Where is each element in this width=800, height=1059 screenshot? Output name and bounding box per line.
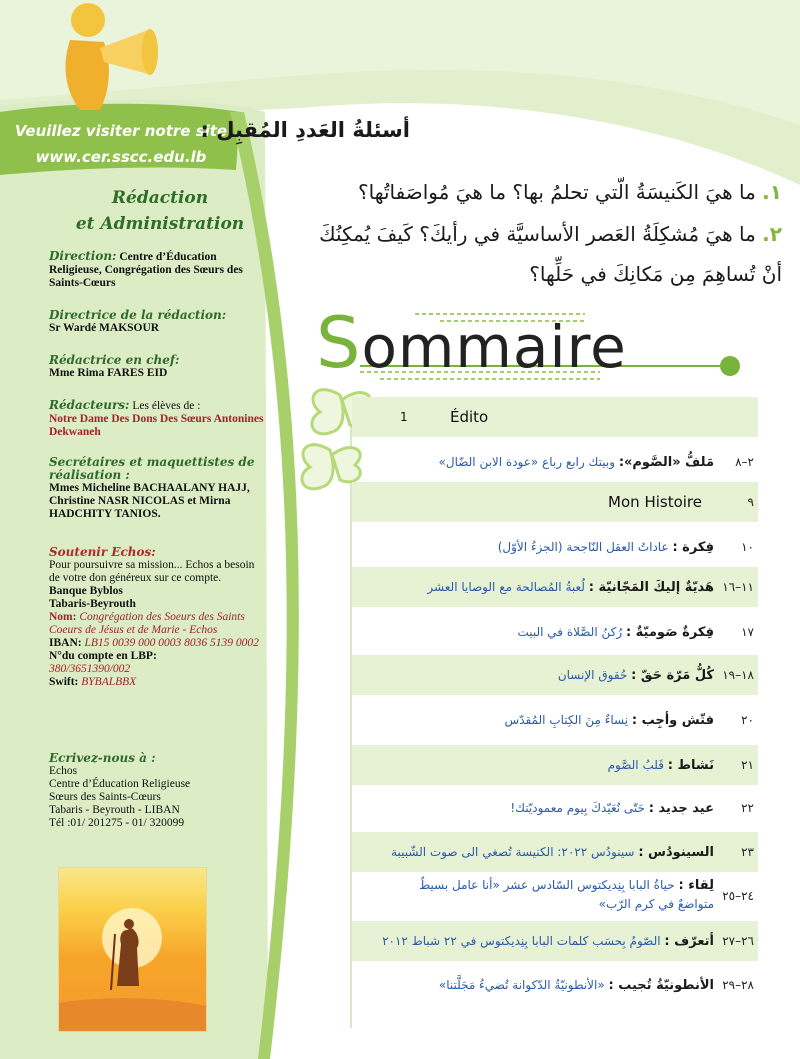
toc-text: حُقوق الإنسان [557, 668, 628, 682]
toc-key: عيد جديد : [648, 801, 714, 816]
question-1-number: ١. [762, 180, 782, 204]
redacteurs-block [49, 399, 264, 439]
swift-value: BYBALBBX [81, 676, 137, 688]
question-2-number: ٢. [762, 222, 782, 246]
secretaires-value: Mmes Micheline BACHAALANY HAJJ, Christine NASR NICOLAS et Mirna HADCHITY TANIOS. [49, 482, 250, 520]
soutenir-text: Pour poursuivre sa mission... Echos a besoin de votre don généreux sur ce compte. [49, 559, 255, 584]
address-line: Tabaris - Beyrouth - LIBAN [49, 804, 180, 816]
toc-row[interactable] [352, 965, 758, 1005]
toc-page-number: ٢٤–٢٥ [722, 889, 754, 903]
toc-entry [608, 745, 714, 785]
toc-key: أتعرّف : [664, 934, 714, 949]
toc-entry [558, 655, 714, 695]
toc-page-number: ٢٦–٢٧ [722, 934, 754, 948]
pilgrim-silhouette-icon [59, 868, 206, 1031]
address-line: Echos [49, 765, 78, 777]
toc-row[interactable] [352, 527, 758, 567]
toc-text: لُعبةُ المُصالحة مع الوصايا العشر [427, 580, 585, 594]
toc-key: فِكرة : [672, 540, 714, 555]
toc-page-number: 1 [400, 410, 408, 424]
toc-page-number: ٢٢ [741, 801, 754, 815]
toc-key: نَشاط : [667, 758, 714, 773]
sommaire-first-letter: S [316, 302, 362, 384]
toc-key: لِقاء : [678, 878, 714, 893]
redacteurs-intro: Les élèves de : [132, 400, 201, 412]
toc-row[interactable] [352, 921, 758, 961]
directrice-block [49, 309, 264, 335]
redaction-line2: et Administration [75, 214, 245, 234]
toc-row[interactable] [352, 788, 758, 828]
direction-block [49, 250, 264, 290]
toc-row[interactable] [352, 876, 758, 918]
toc-text: قَلبُ الصَّوم [607, 758, 664, 772]
toc-page-number: ١١–١٦ [722, 580, 754, 594]
toc-entry [382, 921, 714, 961]
toc-row[interactable] [352, 745, 758, 785]
redacteurs-label: Rédacteurs: [49, 398, 130, 412]
toc-page-number: ٢٠ [741, 713, 754, 727]
toc-entry [505, 700, 714, 740]
visit-line: Veuillez visiter notre site [14, 122, 228, 140]
toc-text: الصّومُ بِحسَب كلمات البابا بِنِديكتوس في ٢٢ شباط ٢٠١٢ [382, 934, 661, 948]
address-line: Sœurs des Saints-Cœurs [49, 791, 161, 803]
question-2 [319, 222, 782, 246]
toc-page-number: ١٧ [741, 625, 754, 639]
nom-value: Congrégation des Soeurs des Saints Coeurs de Jésus et de Marie - Echos [49, 611, 245, 636]
toc-key: فِكرةٌ صَوميّةٌ : [625, 625, 714, 640]
ecrivez-label: Ecrivez-nous à : [49, 751, 156, 765]
question-2-text-line1: ما هيَ مُشكِلَةُ العَصر الأساسيَّة في رأيكَ؟ كَيفَ يُمكِنُكَ [319, 222, 756, 246]
toc-entry [439, 442, 714, 482]
toc-row[interactable] [352, 612, 758, 652]
secretaires-label: Secrétaires et maquettistes de réalisation : [49, 455, 255, 482]
redactrice-block [49, 354, 264, 380]
toc-text: حياةُ البابا بِنِديكتوس السّادس عشر «أنا عامل بسيطٌ متواضعٌ في كرم الرّب» [419, 878, 714, 911]
sommaire-dot [720, 356, 740, 376]
redactrice-value: Mme Rima FARES EID [49, 367, 168, 379]
toc-key: السينودُس : [638, 845, 714, 860]
toc-page-number: ٩ [747, 495, 754, 509]
website-link[interactable]: www.cer.sscc.edu.lb [35, 148, 207, 166]
soutenir-label: Soutenir Echos: [49, 545, 156, 559]
toc-page-number: ١٠ [741, 540, 754, 554]
toc-entry [427, 567, 714, 607]
toc-title: Édito [450, 408, 489, 426]
toc-page-number: ١٨–١٩ [722, 668, 754, 682]
toc-text: رُكنُ الصَّلاة في البيت [517, 625, 623, 639]
direction-value: Centre d’Éducation Religieuse, Congrégation des Sœurs des Saints-Cœurs [49, 251, 243, 289]
sommaire-rest: ommaire [361, 313, 627, 381]
toc-row[interactable] [352, 442, 758, 482]
question-2-line2: أنْ تُساهِمَ مِن مَكانِكَ في حَلِّها؟ [529, 262, 782, 286]
toc-page-number: ٢٣ [741, 845, 754, 859]
question-1-text: ما هيَ الكَنيسَةُ الّتي تحلمُ بها؟ ما هيَ مُواصَفاتُها؟ [358, 180, 756, 204]
phone-line: Tél :01/ 201275 - 01/ 320099 [49, 817, 185, 829]
toc-key: مَلفُّ «الصَّوم»: [618, 455, 714, 470]
iban-value: LB15 0039 000 0003 8036 5139 0002 [84, 637, 259, 649]
toc-entry [498, 527, 714, 567]
redaction-line1: Rédaction [111, 188, 209, 208]
toc-text: «الأنطونيّةُ الدّكوانة تُضيءُ مَجَلَّتنا» [438, 978, 605, 992]
toc-row[interactable] [352, 655, 758, 695]
toc-text: وبيتك رابع رباع «عودة الابن الضّال» [438, 455, 615, 469]
sunset-pilgrim-image [58, 867, 207, 1032]
next-issue-questions-title: أسئلةُ العَددِ المُقبِل : [200, 118, 410, 142]
soutenir-block [49, 546, 264, 689]
toc-text: حَتّى نُعَيّدكَ بِيوم معموديّتك! [510, 801, 645, 815]
swift-label: Swift: [49, 676, 79, 688]
toc-text: نِساءٌ مِنَ الكِتابِ المُقدّس [504, 713, 629, 727]
toc-row[interactable] [352, 832, 758, 872]
directrice-value: Sr Wardé MAKSOUR [49, 322, 160, 334]
iban-label: IBAN: [49, 637, 82, 649]
nom-label: Nom: [49, 611, 77, 623]
toc-page-number: ٢١ [741, 758, 754, 772]
secretaires-block [49, 456, 264, 521]
toc-entry [510, 788, 714, 828]
toc-title: Mon Histoire [608, 493, 702, 511]
toc-key: كُلُّ مَرّة حَقّ : [631, 668, 714, 683]
toc-key: الأنطونيّةُ تُجيب : [608, 978, 714, 993]
toc-key: فتّش وأجِب : [631, 713, 714, 728]
toc-text: عاداتُ العقل النّاجحة (الجزءُ الأوّل) [497, 540, 669, 554]
redactrice-label: Rédactrice en chef: [49, 353, 180, 367]
contact-block [49, 752, 264, 830]
bank-line2: Tabaris-Beyrouth [49, 598, 136, 610]
toc-row[interactable] [352, 397, 758, 437]
toc-text: سينودُس ٢٠٢٢: الكنيسة تُصغي الى صوت الشّبيبة [391, 845, 635, 859]
toc-page-number: ٢٨–٢٩ [722, 978, 754, 992]
toc-entry [439, 965, 714, 1005]
question-1 [358, 180, 782, 204]
compte-value: 380/3651390/002 [49, 663, 131, 675]
toc-entry [517, 612, 714, 652]
address-line: Centre d’Éducation Religieuse [49, 778, 191, 790]
redacteurs-value: Notre Dame Des Dons Des Sœurs Antonines Dekwaneh [49, 413, 264, 438]
direction-label: Direction: [49, 249, 117, 263]
toc-key: هَديّةٌ إليكَ المَجّانيّة : [588, 580, 714, 595]
toc-entry [391, 832, 714, 872]
directrice-label: Directrice de la rédaction: [49, 308, 227, 322]
toc-row[interactable] [352, 700, 758, 740]
toc-entry [384, 876, 714, 916]
toc-row[interactable] [352, 567, 758, 607]
bank-line1: Banque Byblos [49, 585, 123, 597]
toc-page-number: ٢–٨ [735, 455, 754, 469]
toc-row[interactable] [352, 482, 758, 522]
compte-label: N°du compte en LBP: [49, 650, 157, 662]
redaction-heading [60, 185, 260, 237]
sommaire-title [316, 302, 627, 384]
